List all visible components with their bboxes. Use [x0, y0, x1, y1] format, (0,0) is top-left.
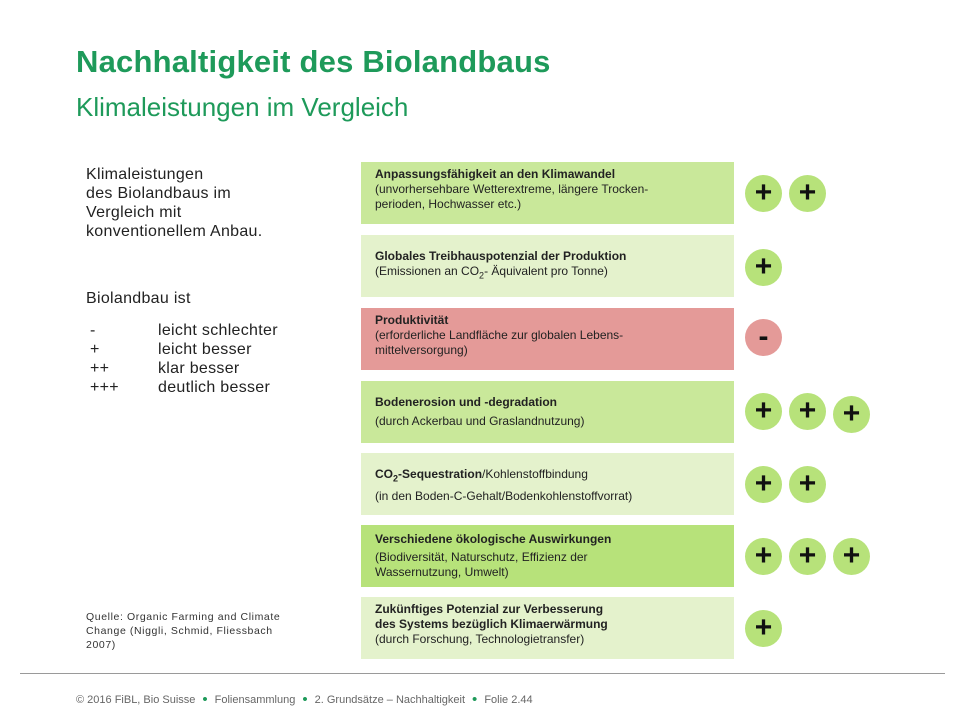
desc-part: - Äquivalent pro Tonne) [484, 264, 608, 278]
intro-line: konventionellem Anbau. [86, 223, 263, 240]
heading-subscript: 2 [393, 473, 399, 484]
legend-text: deutlich besser [158, 379, 271, 396]
criterion-box-greenhouse [361, 235, 734, 297]
criterion-description: (durch Forschung, Technologietransfer) [375, 632, 585, 646]
legend [90, 321, 278, 397]
intro-line: Klimaleistungen [86, 166, 204, 183]
criterion-heading: Verschiedene ökologische Auswirkungen [375, 532, 612, 546]
legend-text: leicht besser [158, 341, 252, 358]
criterion-heading: Bodenerosion und -degradation [375, 395, 557, 409]
rating-minus-icon: - [745, 319, 782, 356]
criterion-description: Wassernutzung, Umwelt) [375, 565, 509, 579]
intro-line: des Biolandbaus im [86, 185, 232, 202]
legend-symbol: ++ [90, 360, 110, 377]
criterion-description [375, 264, 724, 283]
rating-plus-icon: + [745, 538, 782, 575]
criterion-heading: Anpassungsfähigkeit an den Klimawandel [375, 167, 616, 181]
criterion-heading: Zukünftiges Potenzial zur Verbesserung [375, 602, 604, 616]
criterion-description: (unvorhersehbare Wetterextreme, längere Trocken- [375, 182, 649, 196]
footer-bullet: • [302, 691, 308, 708]
criterion-box-erosion [361, 381, 734, 443]
desc-part: (Emissionen an CO [375, 264, 480, 278]
rating-plus-icon: + [789, 538, 826, 575]
criterion-heading: des Systems bezüglich Klimaerwärmung [375, 617, 608, 631]
criterion-box-adaptation [361, 162, 734, 224]
legend-text: klar besser [158, 360, 240, 377]
rating-plus-icon: + [745, 393, 782, 430]
criterion-box-future-potential [361, 597, 734, 659]
rating-plus-icon: + [789, 393, 826, 430]
heading-part: /Kohlenstoffbindung [482, 467, 588, 481]
rating-plus-icon: + [745, 610, 782, 647]
legend-symbol: +++ [90, 379, 119, 396]
criterion-box-sequestration [361, 453, 734, 515]
footer-slide: Folie 2.44 [484, 694, 533, 706]
rating-plus-icon: + [745, 466, 782, 503]
legend-row [90, 378, 278, 397]
intro-line: Vergleich mit [86, 204, 182, 221]
footer [76, 690, 533, 707]
rating-plus-icon: + [745, 175, 782, 212]
legend-text: leicht schlechter [158, 322, 278, 339]
legend-row [90, 340, 278, 359]
footer-divider [20, 673, 945, 674]
criterion-description: (durch Ackerbau und Graslandnutzung) [375, 414, 585, 428]
criterion-heading: Globales Treibhauspotenzial der Produktion [375, 249, 627, 263]
criterion-heading: Produktivität [375, 313, 449, 327]
source-line: 2007) [86, 639, 116, 651]
footer-copyright: © 2016 FiBL, Bio Suisse [76, 694, 196, 706]
heading-part: -Sequestration [398, 467, 483, 481]
criterion-description: (in den Boden-C-Gehalt/Bodenkohlenstoffvorrat) [375, 489, 633, 504]
desc-subscript: 2 [479, 270, 485, 281]
legend-row [90, 359, 278, 378]
rating-plus-icon: + [789, 175, 826, 212]
footer-bullet: • [472, 691, 478, 708]
rating-plus-icon: + [833, 538, 870, 575]
intro-text [86, 165, 326, 241]
legend-symbol: + [90, 341, 100, 358]
source-line: Quelle: Organic Farming and Climate [86, 611, 281, 623]
footer-chapter: 2. Grundsätze – Nachhaltigkeit [314, 694, 466, 706]
source-line: Change (Niggli, Schmid, Fliessbach [86, 625, 273, 637]
footer-collection: Foliensammlung [214, 694, 296, 706]
legend-symbol: - [90, 322, 96, 339]
rating-plus-icon: + [745, 249, 782, 286]
heading-part: CO [375, 467, 393, 481]
page-title: Nachhaltigkeit des Biolandbaus [76, 44, 551, 79]
rating-plus-icon: + [789, 466, 826, 503]
criterion-box-productivity [361, 308, 734, 370]
criterion-heading [375, 467, 724, 486]
criterion-description: (erforderliche Landfläche zur globalen Lebens- [375, 328, 624, 342]
rating-plus-icon: + [833, 396, 870, 433]
criterion-description: mittelversorgung) [375, 343, 468, 357]
legend-row [90, 321, 278, 340]
criterion-description: (Biodiversität, Naturschutz, Effizienz der [375, 550, 588, 564]
source-citation [86, 610, 316, 652]
legend-heading: Biolandbau ist [86, 290, 191, 307]
footer-bullet: • [202, 691, 208, 708]
page-subtitle: Klimaleistungen im Vergleich [76, 92, 409, 122]
criterion-description: perioden, Hochwasser etc.) [375, 197, 522, 211]
criterion-box-ecological [361, 525, 734, 587]
